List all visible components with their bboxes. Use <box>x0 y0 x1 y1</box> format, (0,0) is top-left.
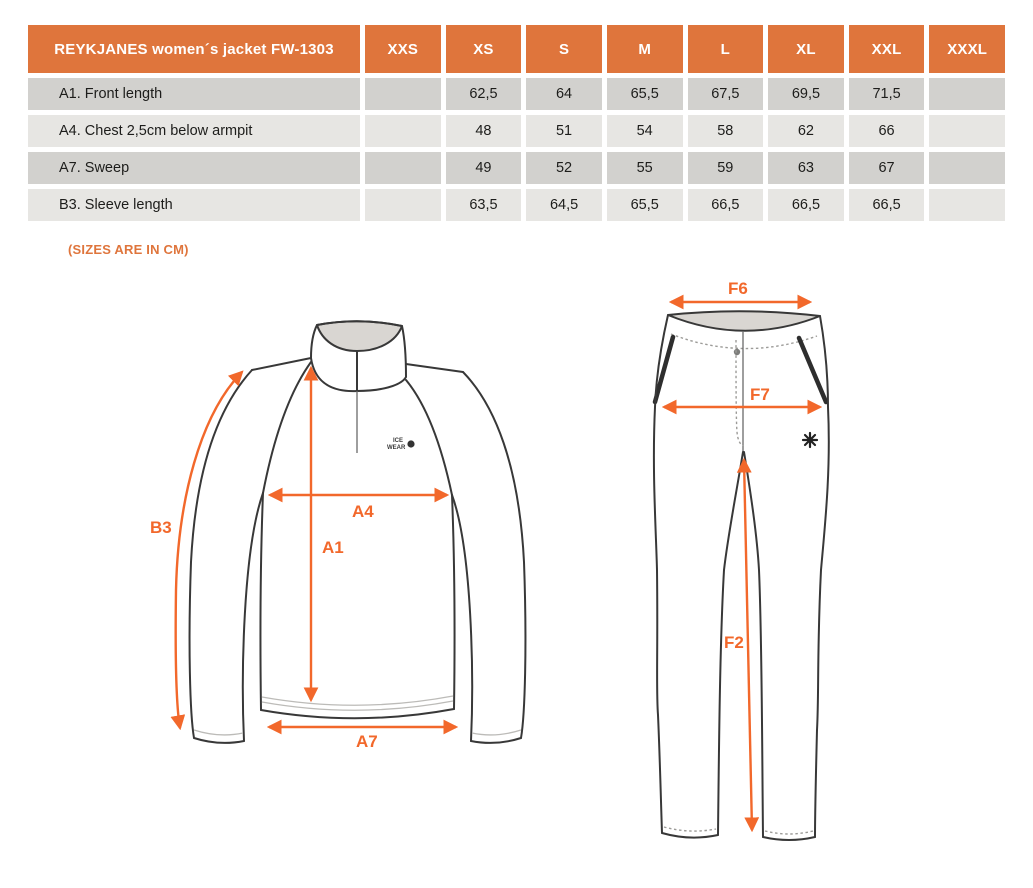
svg-text:WEAR: WEAR <box>387 445 406 451</box>
logo-snowflake-icon <box>407 440 414 447</box>
table-value: 63,5 <box>446 189 522 221</box>
row-label-front-length: A1. Front length <box>28 78 360 110</box>
jacket-diagram <box>130 290 570 790</box>
table-value: 67 <box>849 152 925 184</box>
table-value: 62,5 <box>446 78 522 110</box>
pants-right-hem <box>763 837 815 840</box>
table-value: 48 <box>446 115 522 147</box>
jacket-collar-inner <box>317 321 402 351</box>
table-value: 66 <box>849 115 925 147</box>
table-value: 63 <box>768 152 844 184</box>
jacket-body-left <box>260 493 263 710</box>
jacket-right-cuff-stitch <box>472 730 521 735</box>
f6-label: F6 <box>728 280 748 298</box>
table-value: 64,5 <box>526 189 602 221</box>
pants-button <box>734 349 740 355</box>
table-value <box>929 115 1005 147</box>
icewear-logo <box>387 438 415 451</box>
jacket-left-cuff-stitch <box>194 730 243 735</box>
f2-label: F2 <box>724 633 744 652</box>
snowflake-icon <box>803 433 817 447</box>
jacket-left-cuff <box>194 738 244 743</box>
size-col-header-s: S <box>526 25 602 73</box>
table-value: 65,5 <box>607 189 683 221</box>
svg-text:ICE: ICE <box>393 438 404 444</box>
table-value: 62 <box>768 115 844 147</box>
table-value: 51 <box>526 115 602 147</box>
table-value <box>365 115 441 147</box>
a1-label: A1 <box>322 538 344 557</box>
size-col-header-xs: XS <box>446 25 522 73</box>
row-label-sleeve-length: B3. Sleeve length <box>28 189 360 221</box>
pants-waist-opening <box>668 311 820 331</box>
table-value <box>365 152 441 184</box>
jacket-left-raglan-seam <box>263 362 311 493</box>
size-col-header-xxxl: XXXL <box>929 25 1005 73</box>
a4-label: A4 <box>352 502 374 521</box>
table-value: 49 <box>446 152 522 184</box>
jacket-body-right <box>452 495 455 709</box>
table-value <box>929 152 1005 184</box>
size-col-header-xxs: XXS <box>365 25 441 73</box>
f2-measure-arrow <box>744 460 752 830</box>
pants-left-outer-seam <box>654 315 668 833</box>
table-value: 69,5 <box>768 78 844 110</box>
table-value: 55 <box>607 152 683 184</box>
b3-label: B3 <box>150 518 172 537</box>
size-chart-table <box>28 25 1005 221</box>
table-value: 66,5 <box>768 189 844 221</box>
table-value: 59 <box>688 152 764 184</box>
pants-left-hem-stitch <box>664 827 716 831</box>
table-value: 71,5 <box>849 78 925 110</box>
jacket-left-shoulder-seam <box>252 358 311 370</box>
jacket-right-cuff <box>471 738 521 743</box>
table-value <box>929 189 1005 221</box>
pants-diagram <box>640 280 845 865</box>
a7-label: A7 <box>356 732 378 751</box>
table-value: 66,5 <box>688 189 764 221</box>
pants-right-hem-stitch <box>765 831 813 834</box>
pants-fly-stitch <box>736 340 743 446</box>
jacket-right-shoulder-seam <box>406 364 463 372</box>
table-value <box>365 189 441 221</box>
size-col-header-m: M <box>607 25 683 73</box>
jacket-hem-stitch <box>262 696 453 705</box>
table-value: 67,5 <box>688 78 764 110</box>
pants-right-pocket <box>799 338 826 402</box>
table-value: 52 <box>526 152 602 184</box>
size-col-header-xl: XL <box>768 25 844 73</box>
table-value: 54 <box>607 115 683 147</box>
pants-waistband-stitch <box>671 334 817 349</box>
pants-left-hem <box>662 833 718 838</box>
table-value: 58 <box>688 115 764 147</box>
table-value <box>929 78 1005 110</box>
jacket-right-raglan-seam <box>406 380 452 495</box>
table-value: 65,5 <box>607 78 683 110</box>
size-chart-title: REYKJANES women´s jacket FW-1303 <box>28 25 360 73</box>
sizes-unit-note: (SIZES ARE IN CM) <box>68 242 189 257</box>
row-label-sweep: A7. Sweep <box>28 152 360 184</box>
row-label-chest: A4. Chest 2,5cm below armpit <box>28 115 360 147</box>
size-col-header-xxl: XXL <box>849 25 925 73</box>
size-col-header-l: L <box>688 25 764 73</box>
f7-label: F7 <box>750 385 770 404</box>
table-value <box>365 78 441 110</box>
b3-measure-arrow <box>176 372 242 728</box>
table-value: 66,5 <box>849 189 925 221</box>
table-value: 64 <box>526 78 602 110</box>
